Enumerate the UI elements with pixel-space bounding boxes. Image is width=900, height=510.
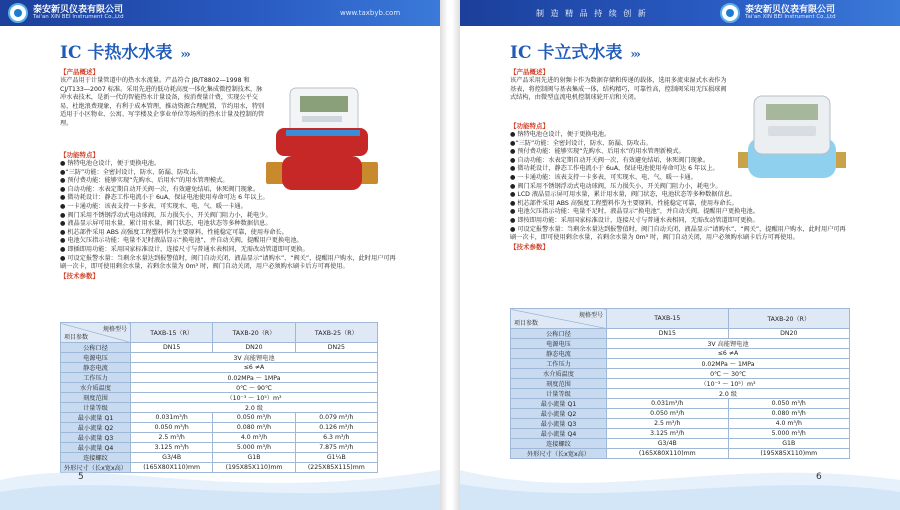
feature-item: ● 一卡通功能：该表支持一卡多表，可实现水、电、气、暖一卡通。 [510,173,697,181]
model-header: TAXB-15（R） [131,323,213,343]
table-corner: 规格型号 项目参数 [511,309,607,329]
company-name-en: Tai'an XIN BEI Instrument Co.,Ltd [745,14,836,20]
cell: 0.031m³/h [607,399,729,409]
row-label: 连接螺纹 [61,453,131,463]
feature-item: ● 阀门采用不锈钢浮动式电动球阀，压力损失小，开关阀门阻力小，耗电少。 [60,211,272,219]
page-number: 6 [816,472,822,482]
page-title: IC 卡热水水表 ››› [60,43,189,63]
row-label: 最小流量 Q3 [61,433,131,443]
cell: 7.875 m³/h [295,443,377,453]
cell: 0℃ ～ 90℃ [131,383,378,393]
features-block [60,151,398,281]
row-label: 刻度范围 [61,393,131,403]
page-right [460,0,900,510]
feature-item: ● 电池欠压指示功能：电量不足时，液晶显示“换电池”，并自动关阀，提醒用户更换电池。 [510,208,759,216]
cell: 3V 高能锂电池 [607,339,850,349]
page-left [0,0,440,510]
cell: （10⁻³ ～ 10⁵）m³ [131,393,378,403]
company-name: 泰安新贝仪表有限公司 [745,5,836,15]
feature-item: ● 钠特电池仓设计，便于更换电池。 [60,160,161,167]
feature-item: ● 可设定报警水量：当剩余水量达到报警值时，阀门自动关闭，液晶显示“请购水”、“阀关”，提醒用户购水，此时用户可再刷一次卡，即可使用剩余水量，若剩余水量为 0m³ 时，阀门自动关闭，用户必须购水刷卡后方可再使用。 [510,225,846,242]
cell: 0.050 m³/h [728,399,850,409]
cell: 0.02MPa ～ 1MPa [607,359,850,369]
row-label: 计量等级 [61,403,131,413]
feature-item: ● 微功耗设计，静态工作电流小于 6uA，保证电池使用寿命可达 6 年以上。 [510,165,719,173]
title-arrows-icon: ››› [630,47,639,61]
cell: 0.080 m³/h [728,409,850,419]
feature-item: ● 微功耗设计：静态工作电流小于 6uA，保证电池使用寿命可达 6 年以上。 [60,194,269,202]
model-header: TAXB-25（R） [295,323,377,343]
model-header: TAXB-20（R） [213,323,295,343]
cell: (165X80X110)mm [131,463,213,473]
row-label: 刻度范围 [511,379,607,389]
feature-item: ● 即按即用功能：采用国家标准设计，连接尺寸与普通水表相同，无需改动管道即可更换。 [510,216,759,224]
row-label: 最小流量 Q4 [61,443,131,453]
title-arrows-icon: ››› [180,47,189,61]
row-label: 最小流量 Q4 [511,429,607,439]
page-number: 5 [78,472,84,482]
row-label: 水介质温度 [61,383,131,393]
feature-item: ● LCD 液晶显示屏可用水量，累计用水量，阀门状态，电池状态等多种数据信息。 [510,191,737,199]
cell: G1B [213,453,295,463]
cell: 4.0 m³/h [728,419,850,429]
feature-item: ● 可设定报警水量：当剩余水量达到报警值时，阀门自动关闭，液晶显示“请购水”、“阀关”，提醒用户购水，此时用户可再刷一次卡，即可使用剩余水量，若剩余水量为 0m³ 时，阀门自动关闭，用户必须购水刷卡后方可再使用。 [60,254,396,271]
cell: 0.02MPa ～ 1MPa [131,373,378,383]
feature-item: ● 阀门采用不锈钢浮动式电动球阀，压力损失小，开关阀门阻力小，耗电少。 [510,182,722,190]
feature-item: ●“三防”功能：全密封设计，防水、防漏、防攻击。 [510,139,652,147]
cell: DN15 [607,329,729,339]
cell: （10⁻³ ～ 10⁵）m³ [607,379,850,389]
cell: 0℃ ～ 30℃ [607,369,850,379]
features-block [510,122,850,252]
feature-item: ● 预付费功能：能够实现“先购水、后用水”的用水管理模式。 [60,177,229,185]
cell: G3/4B [607,439,729,449]
cell: 5.000 m³/h [213,443,295,453]
row-label: 静态电流 [511,349,607,359]
company-logo-icon [8,3,28,23]
cell: 0.050 m³/h [213,413,295,423]
spec-table [510,308,850,459]
row-label: 最小流量 Q1 [61,413,131,423]
slogan: 制 造 精 品 持 续 创 新 [536,9,648,18]
cell: G3/4B [131,453,213,463]
cell: 4.0 m³/h [213,433,295,443]
row-label: 计量等级 [511,389,607,399]
model-header: TAXB-20（R） [728,309,850,329]
feature-item: ● 预付费功能：能够实现“先购水、后用水”的用水管理新模式。 [510,148,685,156]
row-label: 公称口径 [511,329,607,339]
cell: 2.5 m³/h [607,419,729,429]
feature-item: ● 机芯部件采用 ABS 高强度工程塑料作为主要原料，性能稳定可靠，使用寿命长。 [510,199,738,207]
row-label: 连接螺纹 [511,439,607,449]
cell: DN15 [131,343,213,353]
cell: 2.0 级 [131,403,378,413]
overview-text: 该产品采用先进的射频卡作为数据存储和传递的载体，选用多流束湿式水表作为基表，将控制阀与基表集成一体，结构精巧，可靠性高，控制阀采用无压损球阀式结构，由微型直流电机控制球轮开启和关闭。 [510,77,727,102]
row-label: 外形尺寸（长x宽x高） [61,463,131,473]
row-label: 静态电流 [61,363,131,373]
row-label: 水介质温度 [511,369,607,379]
company-name-en: Tai'an XIN BEI Instrument Co.,Ltd [33,14,124,20]
row-label: 电源电压 [61,353,131,363]
feature-item: ● 自动功能：水表定期自动开关阀一次，有效避免结垢，休死阀门现象。 [60,185,260,193]
row-label: 公称口径 [61,343,131,353]
website-url: www.taxbyb.com [340,9,401,17]
feature-item: ● 一卡通功能：该表支持一卡多表，可实现水、电、气、暖一卡通。 [60,202,247,210]
overview-text: 该产品用于计量管道中的热水水流量。产品符合 JB/T8802—1998 和 CJ/T133—2007 标准。采用先进的低功耗高度一体化集成微控制技术，脉冲水表技术，是新一代的智能热水计量设备，按消费量计费，实现公平交易，杜绝浪费现象，有利于成本管理，推动资源合理配置，节约用水，特别适用于小区物业、公寓、写字楼及企事业单位等场所的热水计量及控制的管理。 [60,77,265,127]
cell: G1¹⁄₄B [295,453,377,463]
row-label: 工作压力 [511,359,607,369]
cell: 0.126 m³/h [295,423,377,433]
overview-block [60,68,265,129]
cell: 3.125 m³/h [607,429,729,439]
page-gutter [440,0,460,510]
cell: DN20 [728,329,850,339]
feature-item: ● 自动功能：水表定期自动开关阀一次，有效避免结垢，休死阀门现象。 [510,156,710,164]
section-features: 【功能特点】 [60,151,99,159]
cell: 2.5 m³/h [131,433,213,443]
cell: 3V 高能锂电池 [131,353,378,363]
section-params: 【技术参数】 [60,271,99,280]
cell: 0.050 m³/h [131,423,213,433]
row-label: 外形尺寸（长x宽x高） [511,449,607,459]
section-overview: 【产品概述】 [510,68,549,76]
cell: ≤6 ≠A [607,349,850,359]
cell: 2.0 级 [607,389,850,399]
row-label: 电源电压 [511,339,607,349]
feature-item: ● 即插即用功能：采用国家标准设计，连接尺寸与普通水表相同，无需改动管道即可更换。 [60,245,309,253]
company-name: 泰安新贝仪表有限公司 [33,5,124,15]
cell: 0.079 m³/h [295,413,377,423]
page-title: IC 卡立式水表 ››› [510,43,639,63]
cell: (165X80X110)mm [607,449,729,459]
section-overview: 【产品概述】 [60,68,99,76]
row-label: 最小流量 Q3 [511,419,607,429]
footer-wave [0,450,440,510]
feature-item: ●“三防”功能：全密封设计，防水、防漏、防攻击。 [60,168,202,176]
cell: 0.031m³/h [131,413,213,423]
row-label: 最小流量 Q1 [511,399,607,409]
cell: (225X85X115)mm [295,463,377,473]
cell: 0.080 m³/h [213,423,295,433]
cell: 0.050 m³/h [607,409,729,419]
company-logo-icon [720,3,740,23]
overview-block [510,68,732,103]
table-corner: 规格型号 项目参数 [61,323,131,343]
model-header: TAXB-15 [607,309,729,329]
cell: 6.3 m³/h [295,433,377,443]
cell: DN25 [295,343,377,353]
cell: 5.000 m³/h [728,429,850,439]
row-label: 最小流量 Q2 [511,409,607,419]
feature-item: ● 电池欠压指示功能：电量不足时液晶显示“换电池”，并自动关阀，提醒用户更换电池。 [60,237,303,245]
row-label: 最小流量 Q2 [61,423,131,433]
cell: DN20 [213,343,295,353]
row-label: 工作压力 [61,373,131,383]
footer-wave [460,450,900,510]
section-features: 【功能特点】 [510,122,549,130]
cell: (195X85X110)mm [213,463,295,473]
feature-item: ● 机芯部件采用 ABS 高强度工程塑料作为主要原料，性能稳定可靠，使用寿命长。 [60,228,288,236]
feature-item: ● 液晶显示屏可用水量，累计用水量，阀门状态，电池状态等多种数据信息。 [60,220,272,228]
cell: (195X85X110)mm [728,449,850,459]
cell: G1B [728,439,850,449]
feature-item: ● 钠特电池仓设计，便于更换电池。 [510,131,611,138]
cell: 3.125 m³/h [131,443,213,453]
section-params: 【技术参数】 [510,242,549,251]
cell: ≤6 ≠A [131,363,378,373]
